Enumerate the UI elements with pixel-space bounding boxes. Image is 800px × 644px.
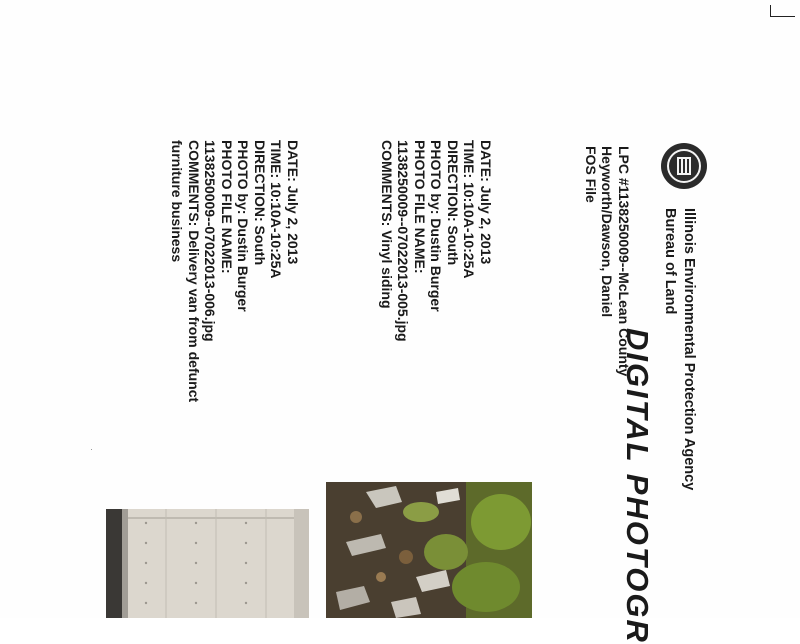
lpc-number: LPC #1138250009--McLean County: [616, 146, 632, 377]
site-photo-2: [106, 509, 309, 618]
photo-filename-label: PHOTO FILE NAME:: [412, 140, 428, 274]
photo-caption-1: [379, 140, 495, 342]
photo-comments-continued: furniture business: [169, 140, 186, 263]
photo-direction: DIRECTION: South: [445, 140, 461, 266]
site-info: [583, 146, 633, 376]
illinois-epa-logo-icon: [661, 143, 707, 189]
photo-comments: COMMENTS: Delivery van from defunct: [186, 140, 202, 403]
site-owner: Heyworth/Dawson, Daniel: [599, 146, 616, 318]
site-photo-1: [326, 482, 532, 618]
photo-date: DATE: July 2, 2013: [478, 140, 494, 265]
page-title: DIGITAL PHOTOGR: [620, 328, 655, 644]
crop-mark-horizontal: [770, 16, 795, 17]
photo-filename: 1138250009--07022013-005.jpg: [395, 140, 412, 342]
photo-direction: DIRECTION: South: [252, 140, 268, 266]
photo-comments: COMMENTS: Vinyl siding: [379, 140, 395, 309]
crop-mark-vertical: [770, 5, 771, 17]
agency-line-1: Illinois Environmental Protection Agency: [681, 208, 697, 491]
photo-filename-label: PHOTO FILE NAME:: [219, 140, 235, 274]
photo-filename: 1138250009--07022013-006.jpg: [202, 140, 219, 342]
photo-time: TIME: 10:10A-10:25A: [461, 140, 478, 279]
agency-name: [660, 208, 698, 490]
scan-speck: [91, 449, 92, 450]
photo-by: PHOTO by: Dustin Burger: [235, 140, 252, 312]
file-type: FOS File: [583, 146, 599, 203]
photo-by: PHOTO by: Dustin Burger: [428, 140, 445, 312]
photo-date: DATE: July 2, 2013: [285, 140, 301, 265]
photo-caption-2: [169, 140, 301, 402]
agency-line-2: Bureau of Land: [662, 208, 678, 315]
photo-time: TIME: 10:10A-10:25A: [268, 140, 285, 279]
